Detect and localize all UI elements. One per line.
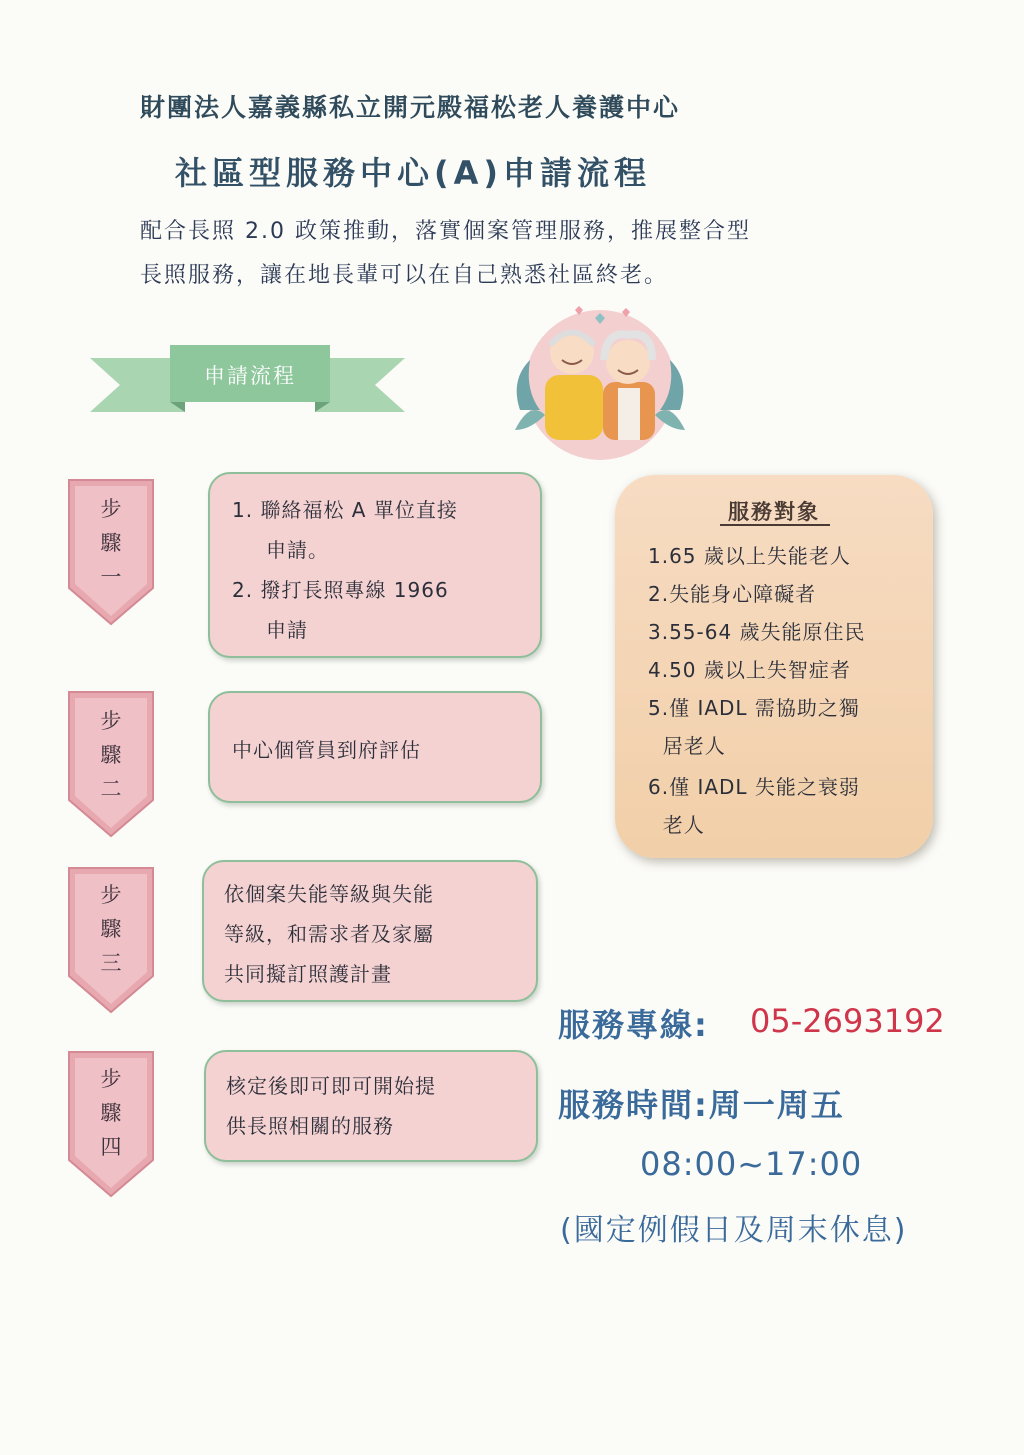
step-3-line-3: 共同擬訂照護計畫 — [224, 962, 392, 986]
step-3-line-2: 等級，和需求者及家屬 — [224, 922, 434, 946]
step-4-line-2: 供長照相關的服務 — [226, 1114, 394, 1138]
step-1-line-1: 1. 聯絡福松 A 單位直接 — [232, 498, 458, 522]
step-1-char-2: 驟 — [100, 531, 122, 555]
service-target-item: 6.僅 IADL 失能之衰弱 — [648, 775, 860, 799]
step-3-char-3: 三 — [100, 951, 122, 975]
service-target-item: 老人 — [648, 813, 705, 837]
service-target-item: 5.僅 IADL 需協助之獨 — [648, 696, 860, 720]
step-4-content — [226, 1066, 436, 1146]
step-3-char-1: 步 — [100, 883, 122, 907]
service-target-item: 1.65 歲以上失能老人 — [648, 544, 851, 568]
step-2-line-1: 中心個管員到府評估 — [232, 738, 421, 762]
step-1-char-1: 步 — [100, 497, 122, 521]
step-1-line-4: 申請 — [266, 618, 308, 642]
step-3-content — [224, 874, 434, 994]
hotline-label: 服務專線: — [558, 1006, 709, 1044]
elderly-couple-illustration — [500, 290, 700, 480]
organization-name: 財團法人嘉義縣私立開元殿福松老人養護中心 — [140, 93, 681, 122]
service-target-title-underline — [720, 524, 830, 526]
step-3-char-2: 驟 — [100, 917, 122, 941]
service-hours-label: 服務時間:周一周五 — [558, 1086, 845, 1124]
step-2-char-3: 二 — [100, 777, 122, 801]
service-hours-note: (國定例假日及周末休息) — [560, 1213, 908, 1248]
page-title: 社區型服務中心(A)申請流程 — [175, 154, 652, 192]
step-4-char-1: 步 — [100, 1067, 122, 1091]
service-target-item: 4.50 歲以上失智症者 — [648, 658, 851, 682]
hotline-number: 05-2693192 — [750, 1002, 945, 1040]
step-3-label — [65, 878, 157, 980]
step-4-line-1: 核定後即可即可開始提 — [226, 1074, 436, 1098]
step-2-label — [65, 704, 157, 806]
step-3-line-1: 依個案失能等級與失能 — [224, 882, 434, 906]
step-2-content — [232, 730, 421, 770]
step-1-content — [232, 490, 458, 650]
step-2-char-1: 步 — [100, 709, 122, 733]
step-2-char-2: 驟 — [100, 743, 122, 767]
service-hours-time: 08:00~17:00 — [640, 1145, 863, 1183]
step-4-char-2: 驟 — [100, 1101, 122, 1125]
intro-line-2: 長照服務，讓在地長輩可以在自己熟悉社區終老。 — [140, 263, 669, 288]
service-target-item: 3.55-64 歲失能原住民 — [648, 620, 866, 644]
step-4-char-3: 四 — [100, 1135, 122, 1159]
step-1-line-2: 申請。 — [266, 538, 329, 562]
service-target-title: 服務對象 — [728, 500, 820, 524]
step-4-label — [65, 1062, 157, 1164]
step-1-char-3: 一 — [100, 565, 122, 589]
step-1-label — [65, 492, 157, 594]
step-1-line-3: 2. 撥打長照專線 1966 — [232, 578, 449, 602]
ribbon-label: 申請流程 — [204, 364, 296, 388]
service-target-item: 居老人 — [648, 734, 726, 758]
service-target-item: 2.失能身心障礙者 — [648, 582, 817, 606]
intro-line-1: 配合長照 2.0 政策推動，落實個案管理服務，推展整合型 — [140, 219, 751, 244]
